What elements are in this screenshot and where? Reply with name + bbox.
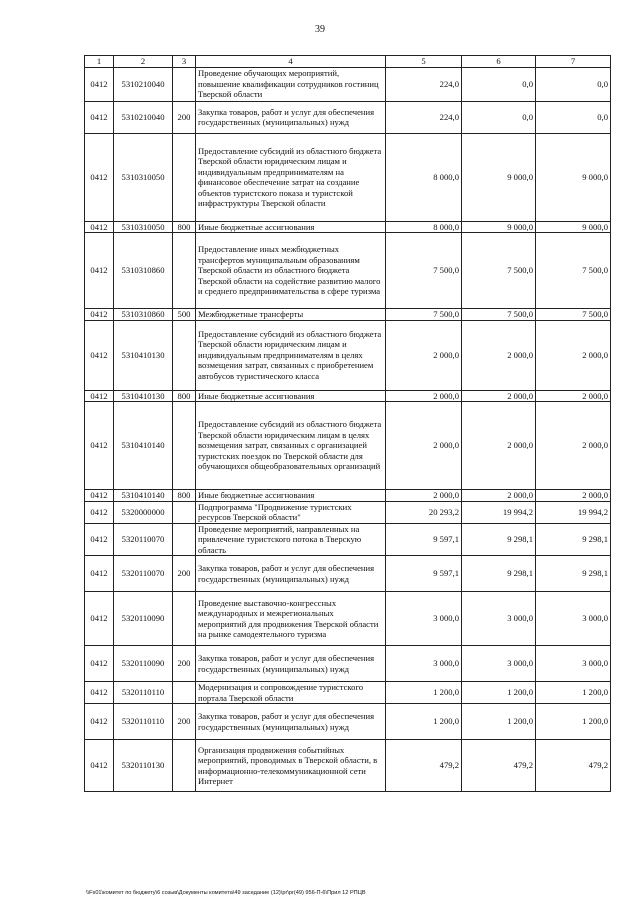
target-code-cell: 5310310050 [114,133,173,221]
section-code-cell: 0412 [85,740,114,792]
section-code-cell: 0412 [85,402,114,490]
value-year1-cell: 7 500,0 [386,233,462,309]
section-code-cell: 0412 [85,682,114,704]
value-year2-cell: 3 000,0 [462,646,536,682]
expense-type-cell: 800 [173,221,196,233]
table-row [85,646,611,682]
value-year2-cell: 0,0 [462,67,536,101]
value-year3-cell: 9 298,1 [536,556,611,592]
value-year2-cell: 9 298,1 [462,523,536,556]
value-year1-cell: 2 000,0 [386,490,462,502]
expense-type-cell: 200 [173,704,196,740]
value-year1-cell: 2 000,0 [386,390,462,402]
value-year3-cell: 479,2 [536,740,611,792]
description-cell: Предоставление иных межбюджетных трансфертов муниципальным образованиям Тверской области из областного бюджета Тверской области на содействие развитию малого и среднего предпринимательства в сфере туризма [196,233,386,309]
table-row [85,101,611,133]
table-row [85,704,611,740]
target-code-cell: 5310310050 [114,221,173,233]
expense-type-cell: 800 [173,490,196,502]
expense-type-cell [173,682,196,704]
target-code-cell: 5310310860 [114,233,173,309]
table-row [85,682,611,704]
description-cell: Проведение выставочно-конгрессных международных и межрегиональных мероприятий для продвижения Тверской области на рынке самодеятельного туризма [196,592,386,646]
section-code-cell: 0412 [85,133,114,221]
table-row [85,390,611,402]
target-code-cell: 5310210040 [114,67,173,101]
col-header-6: 6 [462,56,536,68]
value-year2-cell: 2 000,0 [462,402,536,490]
description-cell: Проведение мероприятий, направленных на привлечение туристского потока в Тверскую область [196,523,386,556]
description-cell: Подпрограмма "Продвижение туристских ресурсов Тверской области" [196,501,386,523]
expense-type-cell [173,320,196,390]
target-code-cell: 5310310860 [114,309,173,321]
expense-type-cell [173,501,196,523]
table-row [85,402,611,490]
description-cell: Проведение обучающих мероприятий, повышение квалификации сотрудников гостиниц Тверской области [196,67,386,101]
description-cell: Предоставление субсидий из областного бюджета Тверской области юридическим лицам и индивидуальным предпринимателям в целях возмещения затрат, связанных с приобретением автобусов туристического класса [196,320,386,390]
target-code-cell: 5320110110 [114,704,173,740]
value-year3-cell: 2 000,0 [536,390,611,402]
description-cell: Предоставление субсидий из областного бюджета Тверской области юридическим лицам в целях возмещения затрат, связанных с организацией туристских поездок по Тверской области для обучающихся общеобразовательных организаций [196,402,386,490]
value-year1-cell: 479,2 [386,740,462,792]
value-year2-cell: 0,0 [462,101,536,133]
value-year2-cell: 7 500,0 [462,309,536,321]
value-year1-cell: 3 000,0 [386,592,462,646]
file-path-footer: \\Fs01\комитет по бюджету\6 созыв\Документы комитета\49 заседание (12)\pr\pr(49) 956-П-6\Прил 12 РПЦВ [86,890,366,896]
expense-type-cell: 200 [173,646,196,682]
target-code-cell: 5310410140 [114,490,173,502]
expense-type-cell: 500 [173,309,196,321]
target-code-cell: 5320110070 [114,556,173,592]
target-code-cell: 5320110070 [114,523,173,556]
value-year3-cell: 0,0 [536,67,611,101]
value-year1-cell: 20 293,2 [386,501,462,523]
description-cell: Иные бюджетные ассигнования [196,490,386,502]
value-year1-cell: 1 200,0 [386,682,462,704]
section-code-cell: 0412 [85,233,114,309]
section-code-cell: 0412 [85,501,114,523]
section-code-cell: 0412 [85,490,114,502]
target-code-cell: 5310410130 [114,320,173,390]
value-year2-cell: 3 000,0 [462,592,536,646]
expense-type-cell: 800 [173,390,196,402]
value-year3-cell: 2 000,0 [536,402,611,490]
description-cell: Иные бюджетные ассигнования [196,221,386,233]
expense-type-cell [173,133,196,221]
description-cell: Закупка товаров, работ и услуг для обеспечения государственных (муниципальных) нужд [196,101,386,133]
target-code-cell: 5310410140 [114,402,173,490]
value-year1-cell: 9 597,1 [386,556,462,592]
value-year3-cell: 9 000,0 [536,133,611,221]
value-year1-cell: 1 200,0 [386,704,462,740]
value-year3-cell: 19 994,2 [536,501,611,523]
section-code-cell: 0412 [85,646,114,682]
value-year1-cell: 8 000,0 [386,221,462,233]
value-year3-cell: 2 000,0 [536,320,611,390]
value-year3-cell: 7 500,0 [536,309,611,321]
value-year3-cell: 2 000,0 [536,490,611,502]
section-code-cell: 0412 [85,592,114,646]
value-year3-cell: 3 000,0 [536,646,611,682]
value-year1-cell: 8 000,0 [386,133,462,221]
section-code-cell: 0412 [85,704,114,740]
table-row [85,490,611,502]
description-cell: Иные бюджетные ассигнования [196,390,386,402]
section-code-cell: 0412 [85,101,114,133]
description-cell: Закупка товаров, работ и услуг для обеспечения государственных (муниципальных) нужд [196,646,386,682]
value-year1-cell: 9 597,1 [386,523,462,556]
col-header-5: 5 [386,56,462,68]
col-header-2: 2 [114,56,173,68]
section-code-cell: 0412 [85,320,114,390]
expense-type-cell [173,402,196,490]
col-header-3: 3 [173,56,196,68]
expense-type-cell: 200 [173,101,196,133]
expense-type-cell [173,523,196,556]
header-row [85,56,611,68]
description-cell: Предоставление субсидий из областного бюджета Тверской области юридическим лицам и индивидуальным предпринимателям на финансовое обеспечение затрат на создание объектов туристского показа и туристской инфраструктуры Тверской области [196,133,386,221]
expense-type-cell [173,67,196,101]
section-code-cell: 0412 [85,67,114,101]
expense-type-cell [173,740,196,792]
target-code-cell: 5320110090 [114,592,173,646]
description-cell: Межбюджетные трансферты [196,309,386,321]
expense-type-cell: 200 [173,556,196,592]
value-year2-cell: 2 000,0 [462,490,536,502]
col-header-1: 1 [85,56,114,68]
expense-type-cell [173,592,196,646]
table-row [85,221,611,233]
description-cell: Закупка товаров, работ и услуг для обеспечения государственных (муниципальных) нужд [196,704,386,740]
description-cell: Организация продвижения событийных мероприятий, проводимых в Тверской области, в информационно-телекоммуникационной сети Интернет [196,740,386,792]
col-header-4: 4 [196,56,386,68]
target-code-cell: 5320000000 [114,501,173,523]
description-cell: Модернизация и сопровождение туристского портала Тверской области [196,682,386,704]
col-header-7: 7 [536,56,611,68]
value-year3-cell: 0,0 [536,101,611,133]
table-row [85,501,611,523]
value-year1-cell: 3 000,0 [386,646,462,682]
table-row [85,556,611,592]
value-year2-cell: 9 298,1 [462,556,536,592]
value-year1-cell: 224,0 [386,101,462,133]
value-year2-cell: 1 200,0 [462,682,536,704]
table-row [85,592,611,646]
table-row [85,309,611,321]
section-code-cell: 0412 [85,221,114,233]
value-year2-cell: 19 994,2 [462,501,536,523]
value-year1-cell: 2 000,0 [386,320,462,390]
section-code-cell: 0412 [85,309,114,321]
table-row [85,523,611,556]
target-code-cell: 5310410130 [114,390,173,402]
value-year3-cell: 3 000,0 [536,592,611,646]
expense-type-cell [173,233,196,309]
section-code-cell: 0412 [85,390,114,402]
value-year3-cell: 7 500,0 [536,233,611,309]
value-year3-cell: 1 200,0 [536,704,611,740]
value-year2-cell: 1 200,0 [462,704,536,740]
section-code-cell: 0412 [85,523,114,556]
page-number: 39 [315,24,325,35]
table-row [85,133,611,221]
value-year2-cell: 2 000,0 [462,390,536,402]
value-year1-cell: 2 000,0 [386,402,462,490]
value-year2-cell: 9 000,0 [462,133,536,221]
target-code-cell: 5310210040 [114,101,173,133]
value-year3-cell: 9 298,1 [536,523,611,556]
value-year2-cell: 2 000,0 [462,320,536,390]
table-row [85,320,611,390]
description-cell: Закупка товаров, работ и услуг для обеспечения государственных (муниципальных) нужд [196,556,386,592]
value-year1-cell: 7 500,0 [386,309,462,321]
target-code-cell: 5320110110 [114,682,173,704]
value-year3-cell: 1 200,0 [536,682,611,704]
table-row [85,67,611,101]
value-year1-cell: 224,0 [386,67,462,101]
target-code-cell: 5320110090 [114,646,173,682]
value-year3-cell: 9 000,0 [536,221,611,233]
budget-table [84,55,611,792]
table-row [85,740,611,792]
value-year2-cell: 7 500,0 [462,233,536,309]
value-year2-cell: 9 000,0 [462,221,536,233]
value-year2-cell: 479,2 [462,740,536,792]
section-code-cell: 0412 [85,556,114,592]
target-code-cell: 5320110130 [114,740,173,792]
table-row [85,233,611,309]
